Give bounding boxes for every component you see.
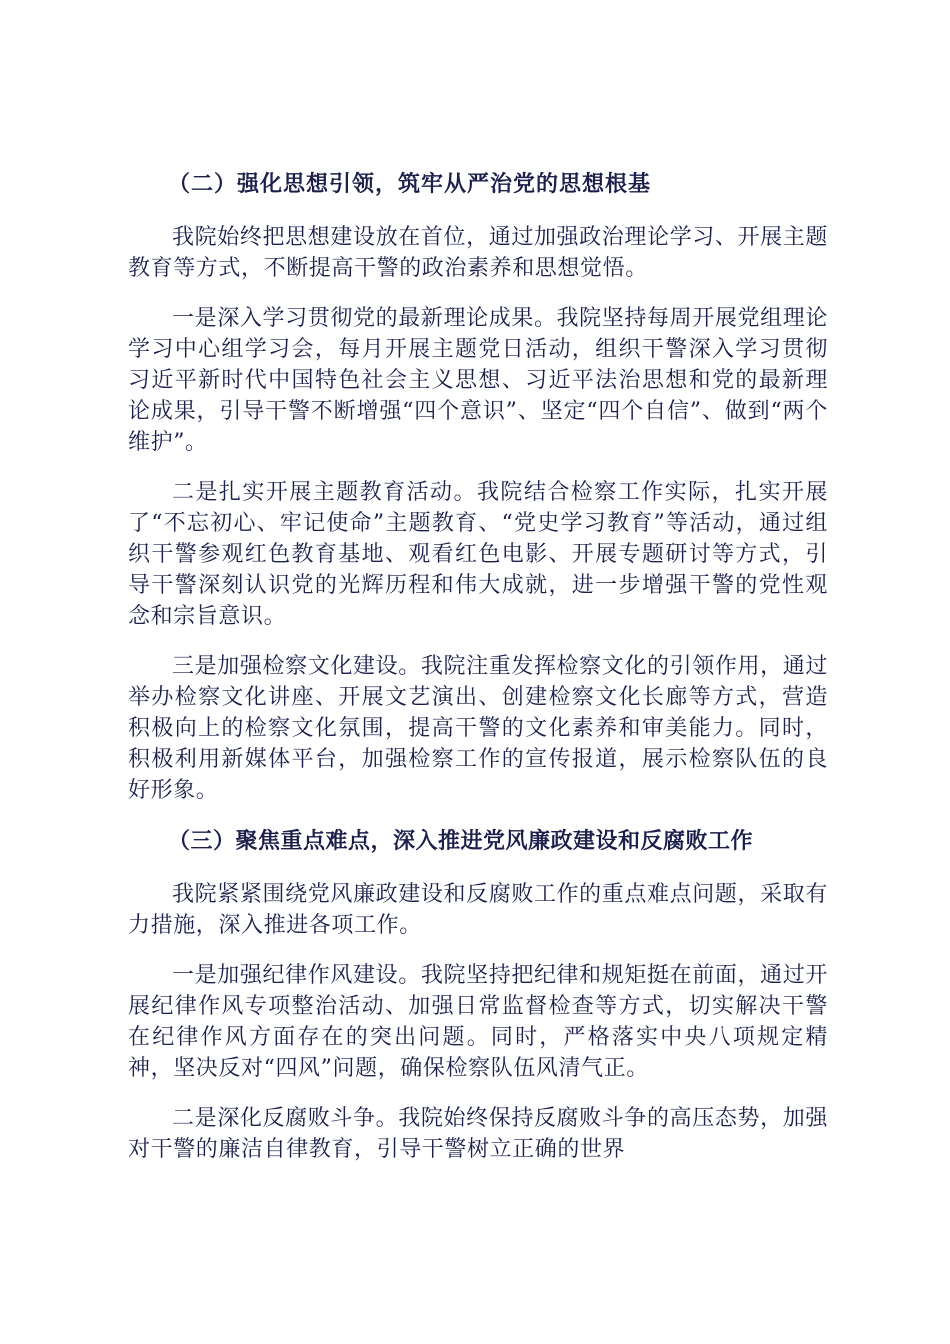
paragraph-discipline: 一是加强纪律作风建设。我院坚持把纪律和规矩挺在前面，通过开展纪律作风专项整治活动、加强日常监督检查等方式，切实解决干警在纪律作风方面存在的突出问题。同时，严格落实中央八项规定精神，坚决反对“四风”问题，确保检察队伍风清气正。 — [128, 963, 828, 1081]
document-page — [128, 168, 828, 1184]
section-heading-3: （三）聚焦重点难点，深入推进党风廉政建设和反腐败工作 — [168, 828, 754, 854]
paragraph-culture-building: 三是加强检察文化建设。我院注重发挥检察文化的引领作用，通过举办检察文化讲座、开展文艺演出、创建检察文化长廊等方式，营造积极向上的检察文化氛围，提高干警的文化素养和审美能力。同时，积极利用新媒体平台，加强检察工作的宣传报道，展示检察队伍的良好形象。 — [128, 654, 828, 803]
paragraph-anticorruption-struggle: 二是深化反腐败斗争。我院始终保持反腐败斗争的高压态势，加强对干警的廉洁自律教育，引导干警树立正确的世界 — [128, 1106, 828, 1162]
paragraph-anticorruption-intro: 我院紧紧围绕党风廉政建设和反腐败工作的重点难点问题，采取有力措施，深入推进各项工作。 — [128, 882, 828, 938]
paragraph-intro: 我院始终把思想建设放在首位，通过加强政治理论学习、开展主题教育等方式，不断提高干警的政治素养和思想觉悟。 — [128, 225, 828, 281]
section-heading-2: （二）强化思想引领，筑牢从严治党的思想根基 — [168, 171, 652, 197]
paragraph-theory-study: 一是深入学习贯彻党的最新理论成果。我院坚持每周开展党组理论学习中心组学习会，每月开展主题党日活动，组织干警深入学习贯彻习近平新时代中国特色社会主义思想、习近平法治思想和党的最新理论成果，引导干警不断增强“四个意识”、坚定“四个自信”、做到“两个维护”。 — [128, 306, 828, 455]
paragraph-theme-education: 二是扎实开展主题教育活动。我院结合检察工作实际，扎实开展了“不忘初心、牢记使命”主题教育、“党史学习教育”等活动，通过组织干警参观红色教育基地、观看红色电影、开展专题研讨等方式，引导干警深刻认识党的光辉历程和伟大成就，进一步增强干警的党性观念和宗旨意识。 — [128, 480, 828, 629]
